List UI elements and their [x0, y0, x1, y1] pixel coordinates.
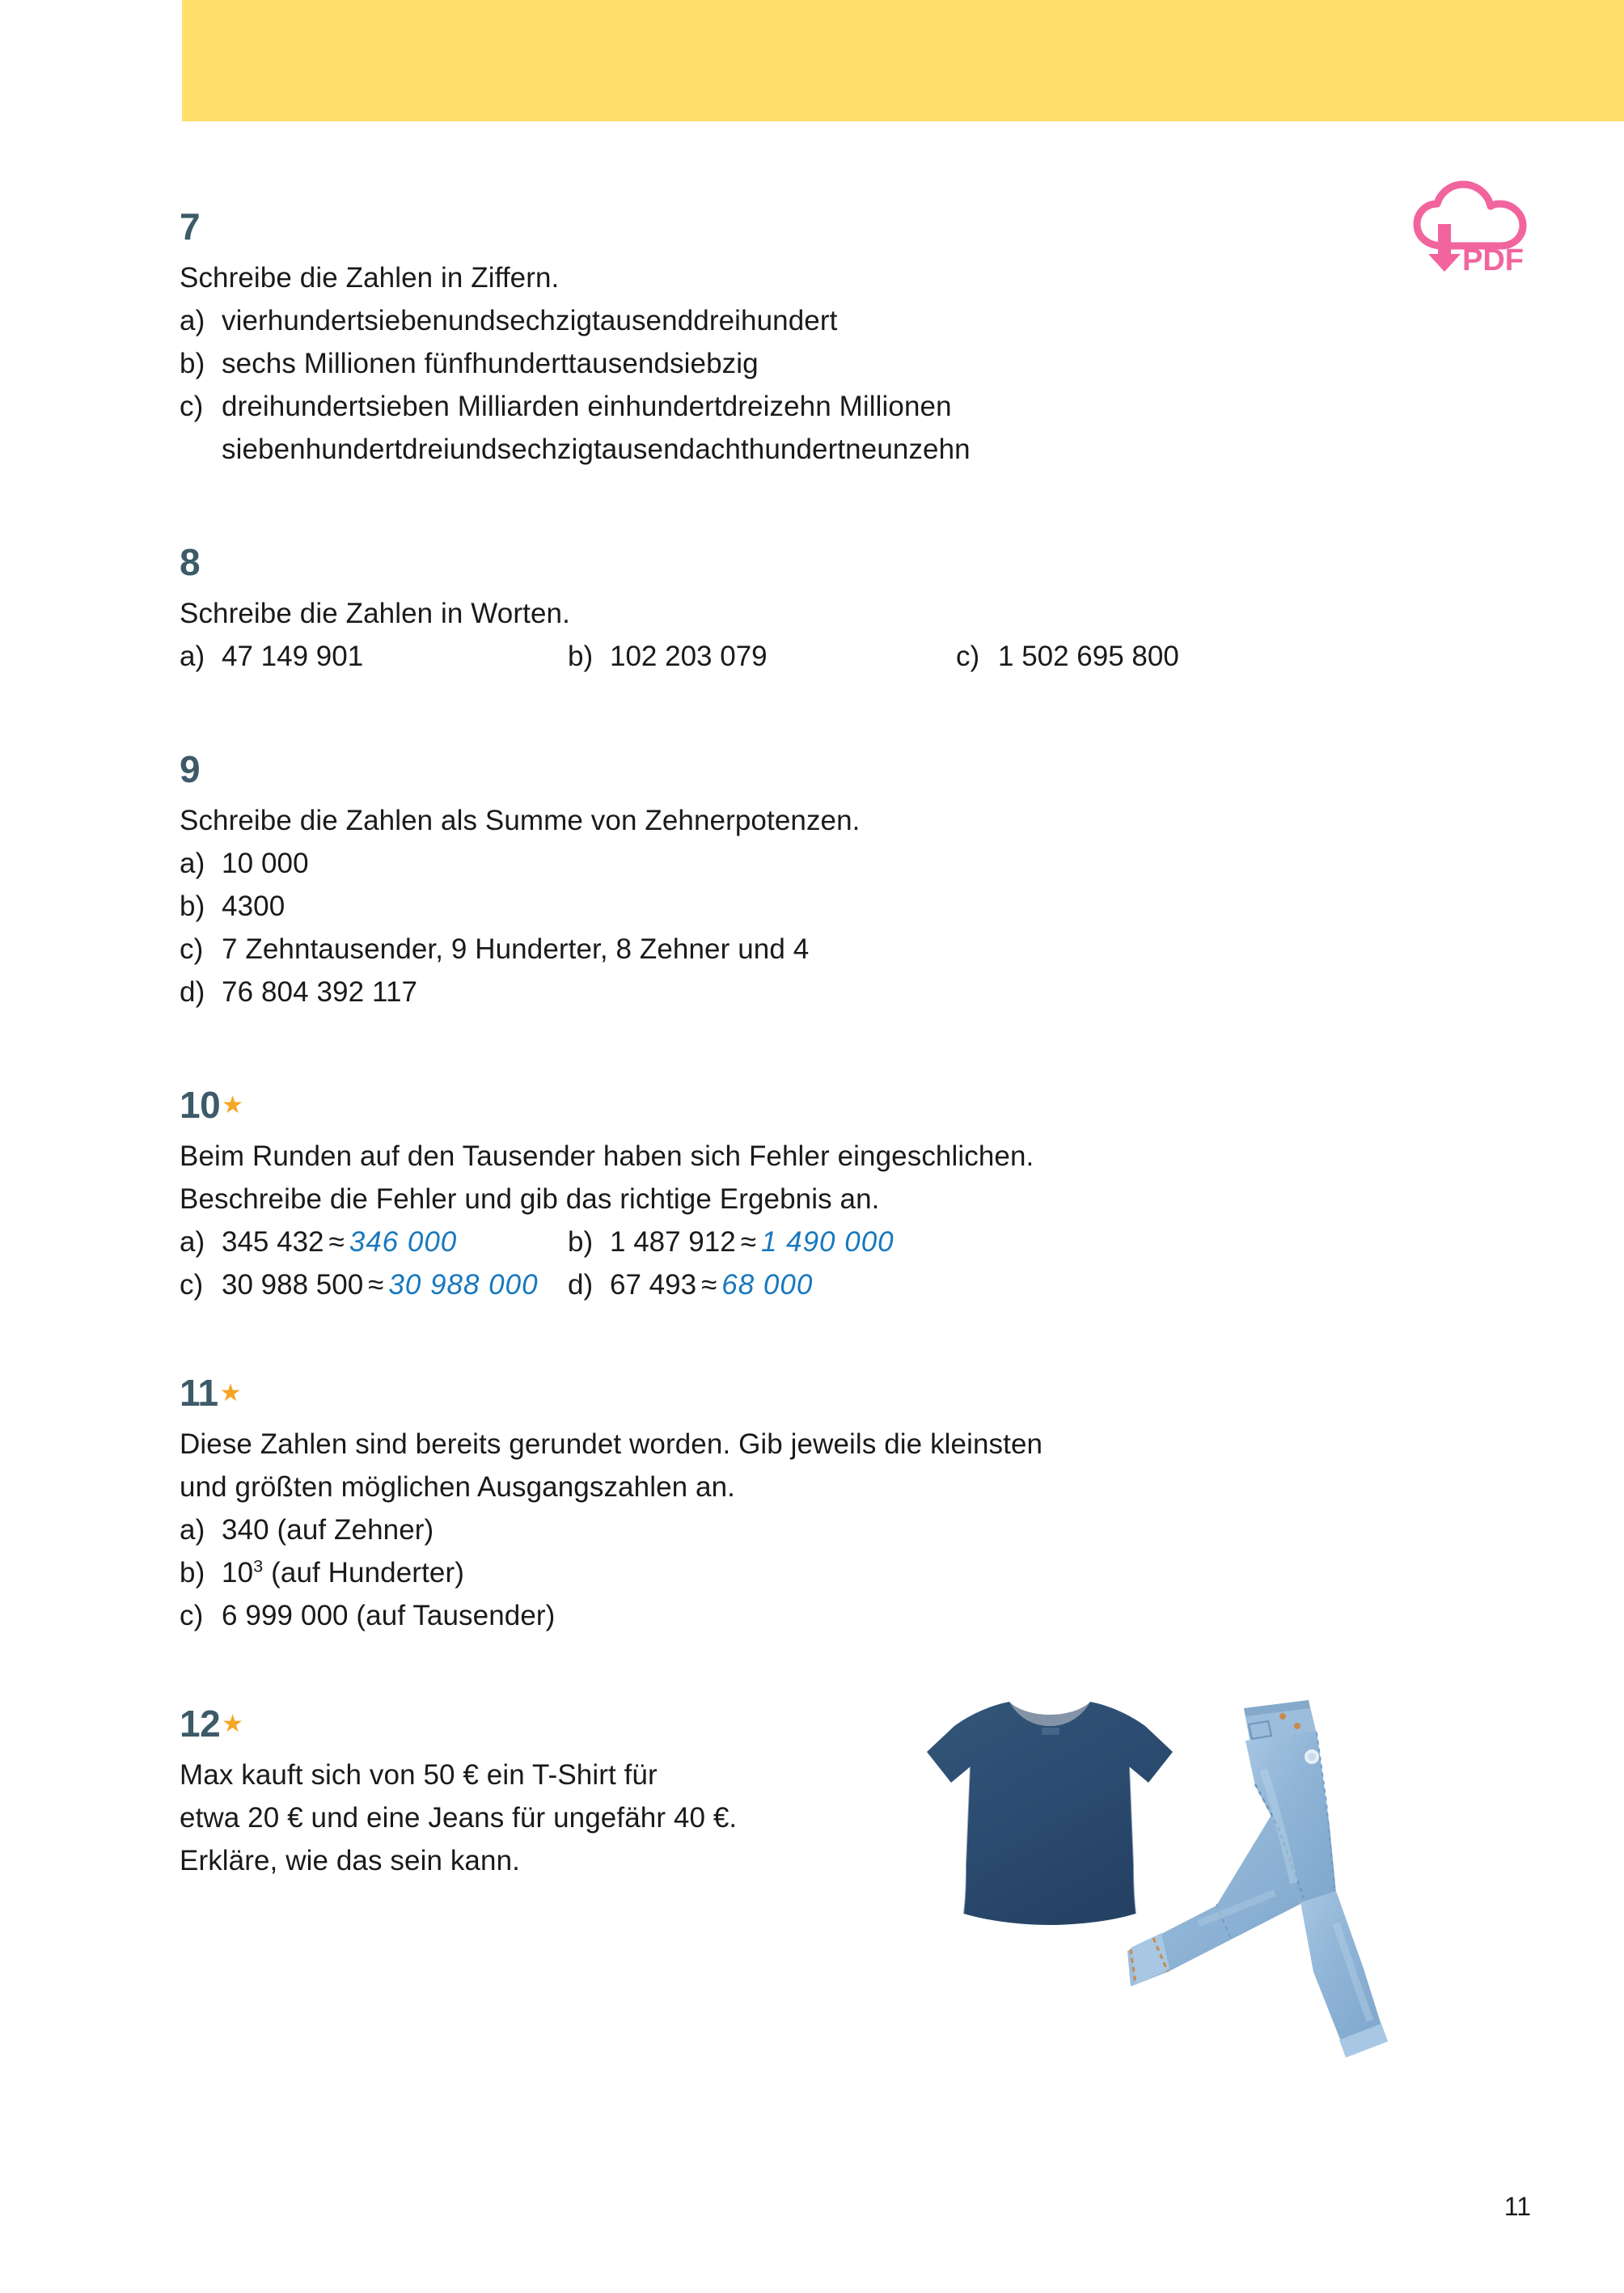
clothing-photo — [851, 1681, 1482, 2061]
approx-symbol: ≈ — [701, 1269, 717, 1301]
exercise-9-number: 9 — [180, 748, 201, 790]
approx-symbol: ≈ — [328, 1226, 345, 1258]
list-item — [180, 1594, 1490, 1637]
list-item — [568, 1221, 1490, 1263]
exercise-11-prompt-line-2: und größten möglichen Ausgangszahlen an. — [180, 1471, 735, 1503]
exercise-10-row-2 — [180, 1263, 1490, 1306]
item-label: b) — [568, 1226, 594, 1258]
item-text: 10 000 — [222, 848, 309, 879]
exercise-11-heading — [180, 1373, 1490, 1415]
exercise-10-number: 10 — [180, 1084, 221, 1126]
exercise-11-prompt-line-1: Diese Zahlen sind bereits gerundet worden. Gib jeweils die kleinsten — [180, 1428, 1043, 1460]
approx-symbol: ≈ — [740, 1226, 756, 1258]
answer-number: 346 000 — [349, 1226, 458, 1258]
item-text: sechs Millionen fünfhunderttausendsiebzig — [222, 348, 759, 379]
star-icon: ★ — [222, 1091, 244, 1119]
list-item — [180, 1508, 1490, 1551]
exercise-9 — [180, 749, 1490, 1013]
item-text: dreihundertsieben Milliarden einhundertdreizehn Millionen — [222, 391, 952, 422]
item-text-continuation: siebenhundertdreiundsechzigtausendachthundertneunzehn — [222, 434, 971, 465]
power-tail: (auf Hunderter) — [263, 1557, 464, 1589]
exercise-7-number: 7 — [180, 205, 201, 247]
item-label: d) — [180, 976, 205, 1008]
exercise-10 — [180, 1085, 1490, 1306]
exercise-9-prompt: Schreibe die Zahlen als Summe von Zehnerpotenzen. — [180, 805, 861, 836]
exercise-10-prompt-line-2: Beschreibe die Fehler und gib das richtige Ergebnis an. — [180, 1183, 880, 1215]
exercise-12-prompt-line-1: Max kauft sich von 50 € ein T-Shirt für — [180, 1759, 658, 1791]
list-item — [180, 842, 1490, 885]
item-text-power — [222, 1551, 1490, 1594]
item-value: 102 203 079 — [610, 641, 768, 672]
exercise-12-text — [180, 1754, 843, 1882]
list-item — [568, 635, 956, 678]
list-item — [180, 342, 1490, 385]
given-number: 67 493 — [610, 1269, 697, 1301]
power-base: 10 — [222, 1557, 254, 1589]
exercise-10-heading — [180, 1085, 1490, 1127]
item-label: c) — [180, 933, 204, 965]
list-item — [180, 971, 1490, 1013]
exercise-12-prompt-line-3: Erkläre, wie das sein kann. — [180, 1845, 520, 1876]
list-item — [180, 1263, 568, 1306]
exercise-7-items — [180, 299, 1490, 471]
answer-number: 30 988 000 — [388, 1269, 539, 1301]
given-number: 30 988 500 — [222, 1269, 364, 1301]
answer-number: 68 000 — [721, 1269, 814, 1301]
navy-tshirt — [927, 1702, 1173, 1925]
item-text: 4300 — [222, 891, 285, 922]
exercise-8-heading — [180, 542, 1490, 584]
exercise-10-prompt-line-1: Beim Runden auf den Tausender haben sich Fehler eingeschlichen. — [180, 1140, 1034, 1172]
list-item — [180, 385, 1490, 428]
exercise-7-heading — [180, 206, 1490, 248]
item-text: 340 (auf Zehner) — [222, 1514, 434, 1546]
exercise-12 — [180, 1703, 1490, 1882]
exercise-11 — [180, 1373, 1490, 1637]
item-label: a) — [180, 641, 205, 672]
item-text: 76 804 392 117 — [222, 976, 418, 1008]
answer-number: 1 490 000 — [760, 1226, 894, 1258]
list-item-continuation — [180, 428, 1490, 471]
exercise-7-prompt: Schreibe die Zahlen in Ziffern. — [180, 262, 560, 294]
exercise-7 — [180, 206, 1490, 471]
pdf-label: PDF — [1462, 243, 1524, 277]
item-text: 6 999 000 (auf Tausender) — [222, 1600, 556, 1631]
item-label: b) — [180, 891, 205, 922]
item-label: b) — [568, 641, 594, 672]
list-item — [180, 299, 1490, 342]
item-label: a) — [180, 1514, 205, 1546]
star-icon: ★ — [219, 1379, 242, 1407]
list-item — [180, 1551, 1490, 1594]
exercise-column — [180, 206, 1490, 1882]
item-label: c) — [956, 641, 980, 672]
list-item — [568, 1263, 1490, 1306]
exercise-9-items — [180, 842, 1490, 1013]
item-value: 47 149 901 — [222, 641, 364, 672]
given-number: 345 432 — [222, 1226, 324, 1258]
top-banner — [182, 0, 1624, 121]
list-item — [180, 928, 1490, 971]
exercise-11-items — [180, 1508, 1490, 1637]
exercise-11-number: 11 — [180, 1372, 218, 1414]
item-label: a) — [180, 1226, 205, 1258]
item-text: 7 Zehntausender, 9 Hunderter, 8 Zehner und 4 — [222, 933, 810, 965]
item-label: a) — [180, 305, 205, 336]
item-value: 1 502 695 800 — [998, 641, 1179, 672]
given-number: 1 487 912 — [610, 1226, 736, 1258]
exercise-12-prompt-line-2: etwa 20 € und eine Jeans für ungefähr 40 €. — [180, 1802, 738, 1834]
list-item — [956, 635, 1490, 678]
power-exponent: 3 — [253, 1555, 264, 1576]
exercise-8-number: 8 — [180, 541, 201, 583]
item-label: c) — [180, 391, 204, 422]
approx-symbol: ≈ — [368, 1269, 384, 1301]
list-item — [180, 1221, 568, 1263]
exercise-10-row-1 — [180, 1221, 1490, 1263]
item-label: b) — [180, 348, 205, 379]
exercise-8 — [180, 542, 1490, 678]
exercise-8-prompt: Schreibe die Zahlen in Worten. — [180, 598, 570, 629]
item-label: a) — [180, 848, 205, 879]
item-label: c) — [180, 1600, 204, 1631]
star-icon: ★ — [222, 1710, 244, 1737]
item-label: c) — [180, 1269, 204, 1301]
list-item — [180, 635, 568, 678]
exercise-12-number: 12 — [180, 1703, 221, 1745]
item-label: b) — [180, 1557, 205, 1589]
item-text: vierhundertsiebenundsechzigtausenddreihundert — [222, 305, 838, 336]
page-number: 11 — [1503, 2192, 1531, 2221]
list-item — [180, 885, 1490, 928]
exercise-9-heading — [180, 749, 1490, 791]
exercise-8-items — [180, 635, 1490, 678]
item-label: d) — [568, 1269, 594, 1301]
